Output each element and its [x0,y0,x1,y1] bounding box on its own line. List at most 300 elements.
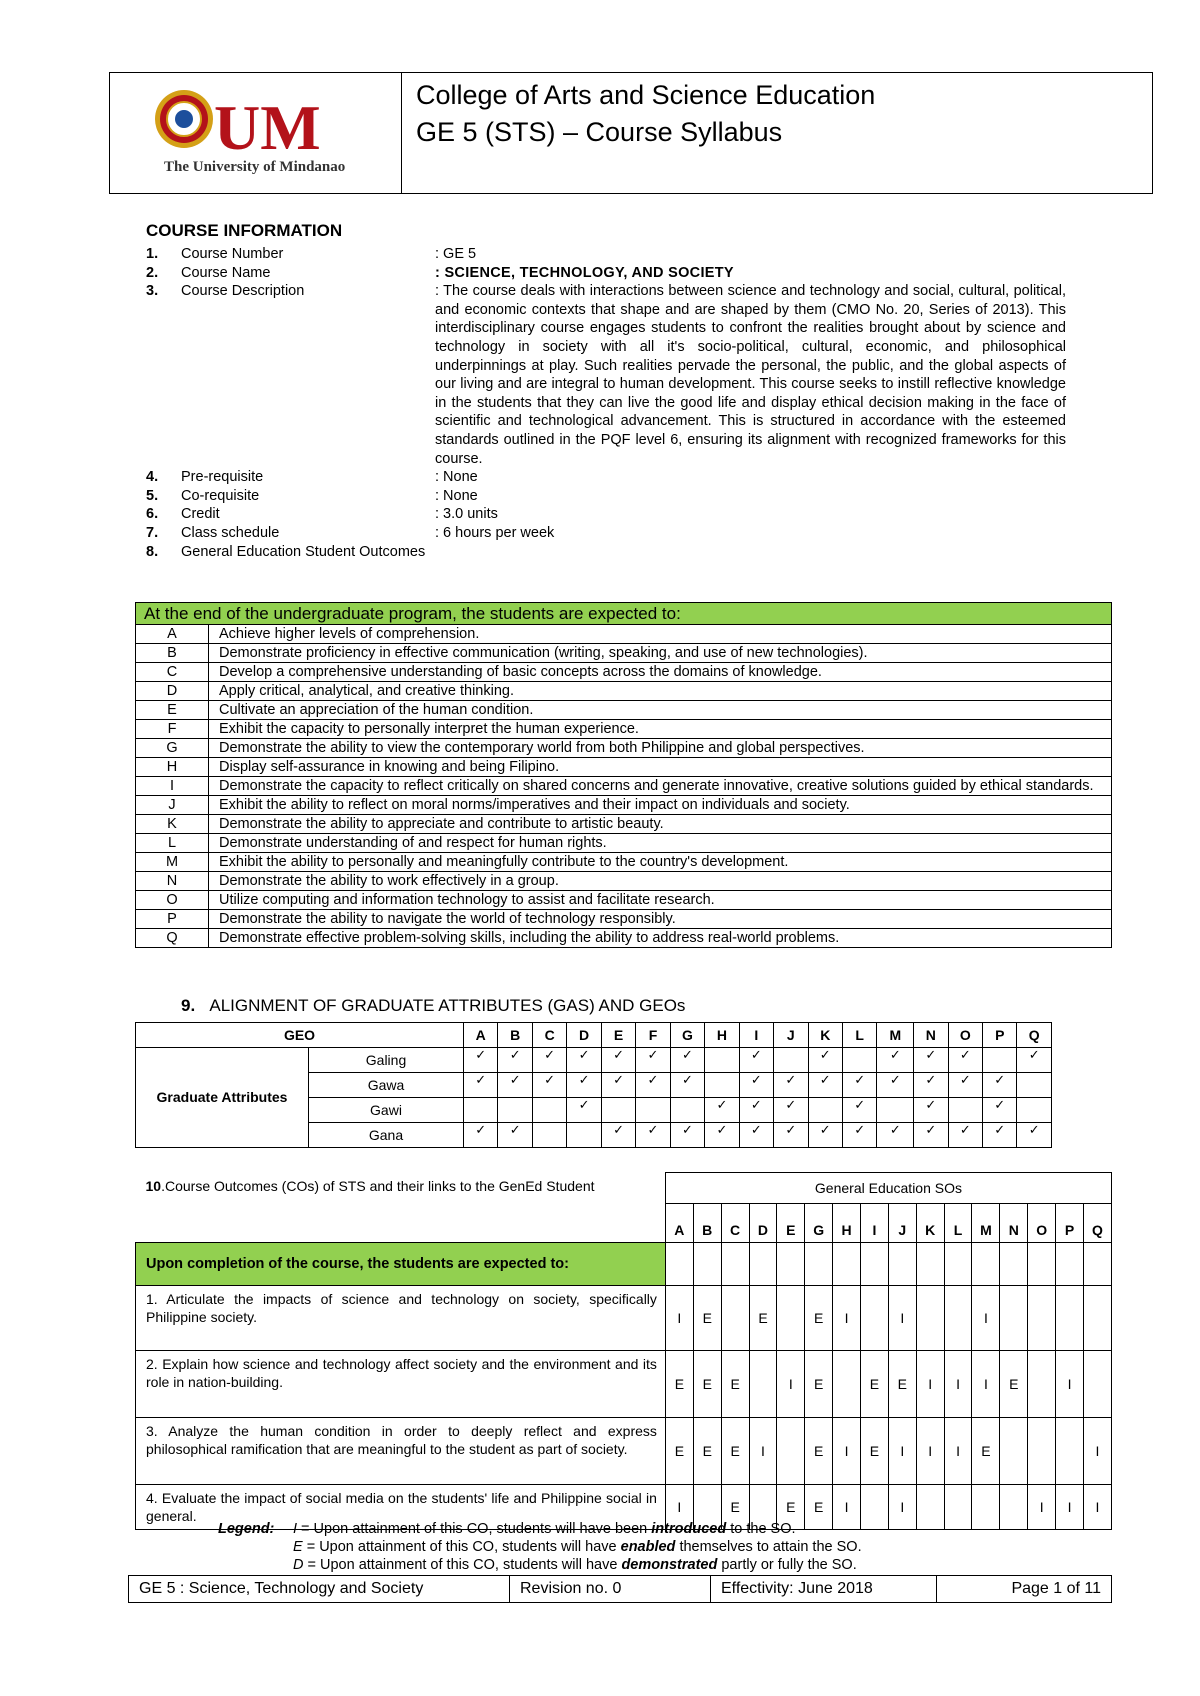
attribute-name: Gawi [309,1098,464,1123]
geo-column-header: D [567,1023,601,1048]
empty-cell [833,1243,861,1286]
check-icon: ✓ [567,1073,601,1098]
so-column-header: Q [1083,1204,1111,1243]
check-icon: ✓ [1017,1123,1052,1148]
mapping-cell: E [972,1418,1000,1485]
logo-cell [110,73,402,193]
outcome-letter: B [136,644,209,663]
mapping-cell: I [777,1351,805,1418]
outcome-row [136,796,1112,815]
so-column-header: L [944,1204,972,1243]
mapping-cell: E [805,1485,833,1530]
geo-column-header: F [636,1023,670,1048]
graduate-attributes-label: Graduate Attributes [136,1048,309,1148]
mapping-cell [1056,1286,1084,1351]
mapping-cell [1028,1351,1056,1418]
mapping-cell [1000,1485,1028,1530]
mapping-cell: I [888,1485,916,1530]
empty-cell [983,1048,1017,1073]
check-icon: ✓ [532,1048,566,1073]
mapping-cell [861,1485,889,1530]
check-icon: ✓ [808,1123,842,1148]
item-value: : GE 5 [435,246,477,262]
mapping-cell: I [749,1418,777,1485]
check-icon: ✓ [636,1048,670,1073]
check-icon: ✓ [948,1073,982,1098]
course-info-row [146,282,1066,468]
geo-column-header: E [601,1023,635,1048]
empty-cell [601,1098,635,1123]
empty-cell [1017,1098,1052,1123]
empty-cell [705,1073,739,1098]
mapping-cell: I [833,1418,861,1485]
outcome-row [136,701,1112,720]
check-icon: ✓ [914,1073,948,1098]
empty-cell [1083,1243,1111,1286]
outcome-text: Demonstrate the ability to work effectively in a group. [209,872,1112,891]
outcome-text: Demonstrate the ability to view the contemporary world from both Philippine and global perspectives. [209,739,1112,758]
course-info-row [146,468,1066,487]
outcome-row [136,739,1112,758]
course-info-row [146,524,1066,543]
so-column-header: A [665,1204,693,1243]
check-icon: ✓ [774,1098,808,1123]
mapping-cell [861,1286,889,1351]
mapping-cell: I [1083,1418,1111,1485]
geo-column-header: A [464,1023,498,1048]
empty-cell [805,1243,833,1286]
course-outcome-row [136,1418,1112,1485]
outcome-text: Display self-assurance in knowing and being Filipino. [209,758,1112,777]
outcome-row [136,625,1112,644]
gened-so-header: General Education SOs [665,1173,1111,1204]
legend-line: D = Upon attainment of this CO, students will have demonstrated partly or fully the SO. [293,1557,857,1573]
footer-revision: Revision no. 0 [510,1576,711,1603]
geo-column-header: M [877,1023,914,1048]
university-logo [110,73,402,191]
mapping-cell: E [805,1286,833,1351]
item-label: Course Name [181,264,271,281]
check-icon: ✓ [636,1123,670,1148]
outcome-text: Demonstrate understanding of and respect for human rights. [209,834,1112,853]
student-outcomes-table [135,602,1112,948]
outcome-row [136,929,1112,948]
geo-column-header: B [498,1023,532,1048]
outcome-text: Exhibit the ability to reflect on moral norms/imperatives and their impact on individuals and society. [209,796,1112,815]
header [109,72,1153,194]
empty-cell [916,1243,944,1286]
mapping-cell: E [721,1418,749,1485]
outcome-letter: G [136,739,209,758]
check-icon: ✓ [739,1073,773,1098]
course-outcome-row [136,1286,1112,1351]
mapping-cell: E [749,1286,777,1351]
item-value: : 3.0 units [435,506,498,523]
outcome-letter: P [136,910,209,929]
legend-key: E [293,1539,303,1555]
mapping-cell: I [665,1485,693,1530]
empty-cell [1017,1073,1052,1098]
course-outcome-row [136,1351,1112,1418]
course-outcomes-table [135,1172,1112,1530]
course-information [146,221,1066,561]
course-outcome-text: 3. Analyze the human condition in order to deeply reflect and express philosophical ramification that are meaningful to the student as part of society. [136,1418,666,1485]
outcome-row [136,853,1112,872]
outcome-letter: F [136,720,209,739]
outcome-text: Demonstrate the ability to appreciate and contribute to artistic beauty. [209,815,1112,834]
mapping-cell: I [1083,1485,1111,1530]
check-icon: ✓ [601,1123,635,1148]
check-icon: ✓ [914,1123,948,1148]
check-icon: ✓ [842,1098,876,1123]
mapping-cell [1083,1351,1111,1418]
empty-cell [532,1098,566,1123]
check-icon: ✓ [739,1123,773,1148]
so-column-header: H [833,1204,861,1243]
mapping-cell [944,1286,972,1351]
course-info-row [146,505,1066,524]
outcome-letter: I [136,777,209,796]
outcome-text: Demonstrate proficiency in effective communication (writing, speaking, and use of new technologies). [209,644,1112,663]
logo-text: UM [214,92,321,163]
footer-effectivity: Effectivity: June 2018 [711,1576,937,1603]
course-outcomes-intro: 10.Course Outcomes (COs) of STS and their links to the GenEd Student [136,1173,666,1243]
empty-cell [705,1048,739,1073]
course-outcome-text: 4. Evaluate the impact of social media on the students' life and Philippine social in general. [136,1485,666,1530]
check-icon: ✓ [774,1123,808,1148]
mapping-cell [1028,1418,1056,1485]
item-label: Co-requisite [181,487,260,504]
check-icon: ✓ [842,1123,876,1148]
mapping-cell: I [833,1286,861,1351]
attribute-name: Gana [309,1123,464,1148]
mapping-cell: E [861,1351,889,1418]
empty-cell [944,1243,972,1286]
empty-cell [774,1048,808,1073]
item-number: 4. [146,469,159,486]
check-icon: ✓ [498,1048,532,1073]
mapping-cell: I [972,1286,1000,1351]
geo-label: GEO [136,1023,464,1048]
check-icon: ✓ [464,1048,498,1073]
mapping-cell [777,1286,805,1351]
mapping-cell [1056,1418,1084,1485]
mapping-cell: E [777,1485,805,1530]
item-value: : SCIENCE, TECHNOLOGY, AND SOCIETY [435,264,734,281]
mapping-cell: I [665,1286,693,1351]
legend-line: Legend: I = Upon attainment of this CO, students will have been introduced to the SO. [218,1521,796,1537]
outcome-text: Achieve higher levels of comprehension. [209,625,1112,644]
so-column-header: J [888,1204,916,1243]
outcome-row [136,834,1112,853]
empty-cell [693,1243,721,1286]
check-icon: ✓ [983,1123,1017,1148]
empty-cell [567,1123,601,1148]
upon-completion-label: Upon completion of the course, the students are expected to: [136,1243,666,1286]
so-column-header: E [777,1204,805,1243]
empty-cell [877,1098,914,1123]
mapping-cell: I [944,1418,972,1485]
check-icon: ✓ [983,1098,1017,1123]
check-icon: ✓ [774,1073,808,1098]
empty-cell [464,1098,498,1123]
empty-cell [777,1243,805,1286]
geo-column-header: H [705,1023,739,1048]
mapping-cell [777,1418,805,1485]
outcome-letter: H [136,758,209,777]
item-number: 2. [146,264,159,281]
co-header-row [136,1173,1112,1204]
check-icon: ✓ [983,1073,1017,1098]
empty-cell [888,1243,916,1286]
mapping-cell: E [693,1286,721,1351]
item-number: 5. [146,487,159,504]
mapping-cell: I [888,1418,916,1485]
check-icon: ✓ [636,1073,670,1098]
course-info-row [146,543,1066,562]
item-value: : None [435,469,478,486]
outcome-row [136,777,1112,796]
check-icon: ✓ [705,1123,739,1148]
mapping-cell [916,1485,944,1530]
outcome-text: Exhibit the capacity to personally interpret the human experience. [209,720,1112,739]
check-icon: ✓ [670,1073,704,1098]
empty-cell [1028,1243,1056,1286]
mapping-cell [721,1286,749,1351]
footer-page: Page 1 of 11 [937,1576,1112,1603]
item-label: Credit [181,506,220,523]
so-column-header: N [1000,1204,1028,1243]
course-info-heading: COURSE INFORMATION [146,221,343,240]
so-column-header: B [693,1204,721,1243]
college-title: College of Arts and Science Education [416,80,876,110]
check-icon: ✓ [914,1098,948,1123]
outcome-letter: K [136,815,209,834]
outcome-letter: M [136,853,209,872]
attribute-name: Galing [309,1048,464,1073]
check-icon: ✓ [877,1123,914,1148]
mapping-cell: E [693,1351,721,1418]
outcome-text: Develop a comprehensive understanding of basic concepts across the domains of knowledge. [209,663,1112,682]
item-number: 1. [146,246,159,262]
mapping-cell: E [1000,1351,1028,1418]
legend-key: D [293,1557,304,1573]
outcome-letter: E [136,701,209,720]
course-title: GE 5 (STS) – Course Syllabus [416,117,783,147]
empty-cell [1000,1243,1028,1286]
item-value: : None [435,487,478,504]
mapping-cell [1028,1286,1056,1351]
empty-cell [670,1098,704,1123]
empty-cell [861,1243,889,1286]
mapping-cell [749,1351,777,1418]
item-value: : 6 hours per week [435,524,555,541]
geo-column-header: C [532,1023,566,1048]
so-column-header: P [1056,1204,1084,1243]
empty-cell [749,1243,777,1286]
footer-course: GE 5 : Science, Technology and Society [129,1576,510,1603]
outcome-row [136,644,1112,663]
geo-column-header: G [670,1023,704,1048]
check-icon: ✓ [464,1073,498,1098]
check-icon: ✓ [705,1098,739,1123]
mapping-cell: I [916,1351,944,1418]
mapping-cell: E [693,1418,721,1485]
course-info-row [146,487,1066,506]
outcome-row [136,872,1112,891]
mapping-cell: E [721,1485,749,1530]
empty-cell [948,1098,982,1123]
outcome-letter: J [136,796,209,815]
check-icon: ✓ [601,1048,635,1073]
mapping-cell: E [861,1418,889,1485]
empty-cell [842,1048,876,1073]
mapping-cell [916,1286,944,1351]
empty-cell [808,1098,842,1123]
empty-cell [636,1098,670,1123]
check-icon: ✓ [739,1048,773,1073]
outcome-text: Cultivate an appreciation of the human condition. [209,701,1112,720]
item-number: 6. [146,506,159,523]
check-icon: ✓ [601,1073,635,1098]
mapping-cell: E [805,1351,833,1418]
geo-column-header: I [739,1023,773,1048]
item-label: Course Number [181,246,284,262]
legend-title: Legend: [218,1521,275,1537]
empty-cell [532,1123,566,1148]
so-column-header: G [805,1204,833,1243]
so-column-header: O [1028,1204,1056,1243]
mapping-cell: I [888,1286,916,1351]
geo-column-header: N [914,1023,948,1048]
mapping-cell: E [665,1418,693,1485]
mapping-cell: I [1056,1485,1084,1530]
so-column-header: C [721,1204,749,1243]
course-info-row [146,245,1066,264]
logo-subtitle: The University of Mindanao [164,159,346,175]
section-9-title: 9. ALIGNMENT OF GRADUATE ATTRIBUTES (GAS) AND GEOs [181,996,686,1015]
check-icon: ✓ [567,1048,601,1073]
outcome-row [136,815,1112,834]
legend-line: E = Upon attainment of this CO, students will have enabled themselves to attain the SO. [293,1539,862,1555]
outcome-row [136,891,1112,910]
outcome-letter: Q [136,929,209,948]
mapping-cell: I [916,1418,944,1485]
mapping-cell: I [833,1485,861,1530]
course-outcome-text: 2. Explain how science and technology affect society and the environment and its role in nation-building. [136,1351,666,1418]
outcome-letter: N [136,872,209,891]
mapping-cell [944,1485,972,1530]
outcome-letter: O [136,891,209,910]
course-outcome-text: 1. Articulate the impacts of science and technology on society, specifically Philippine society. [136,1286,666,1351]
course-info-row [146,264,1066,283]
outcome-row [136,758,1112,777]
mapping-cell: E [805,1418,833,1485]
geo-column-header: P [983,1023,1017,1048]
legend-key: I [293,1521,298,1537]
attribute-name: Gawa [309,1073,464,1098]
mapping-cell: E [721,1351,749,1418]
so-column-header: K [916,1204,944,1243]
mapping-cell [1083,1286,1111,1351]
outcome-letter: L [136,834,209,853]
empty-cell [721,1243,749,1286]
outcome-row [136,720,1112,739]
check-icon: ✓ [670,1123,704,1148]
empty-cell [1056,1243,1084,1286]
check-icon: ✓ [808,1073,842,1098]
mapping-cell: I [1056,1351,1084,1418]
check-icon: ✓ [670,1048,704,1073]
item-number: 8. [146,543,159,560]
check-icon: ✓ [808,1048,842,1073]
outcome-row [136,663,1112,682]
item-label: Pre-requisite [181,469,264,486]
check-icon: ✓ [739,1098,773,1123]
outcome-letter: C [136,663,209,682]
item-label: Class schedule [181,524,280,541]
outcome-text: Apply critical, analytical, and creative thinking. [209,682,1112,701]
item-number: 7. [146,524,159,541]
mapping-cell: I [972,1351,1000,1418]
mapping-cell: I [1028,1485,1056,1530]
legend-emphasis: enabled [620,1539,676,1555]
empty-cell [972,1243,1000,1286]
check-icon: ✓ [1017,1048,1052,1073]
check-icon: ✓ [498,1073,532,1098]
check-icon: ✓ [914,1048,948,1073]
empty-cell [498,1098,532,1123]
geo-column-header: K [808,1023,842,1048]
outcome-row [136,910,1112,929]
item-value [435,543,1066,562]
legend-emphasis: introduced [651,1521,727,1537]
item-label: General Education Student Outcomes [181,543,426,560]
check-icon: ✓ [464,1123,498,1148]
seal-icon [155,90,213,148]
footer [128,1575,1112,1603]
check-icon: ✓ [567,1098,601,1123]
mapping-cell [972,1485,1000,1530]
outcomes-header: At the end of the undergraduate program, the students are expected to: [136,603,1112,625]
mapping-cell [1000,1418,1028,1485]
mapping-cell: E [665,1351,693,1418]
geo-column-header: L [842,1023,876,1048]
check-icon: ✓ [877,1073,914,1098]
geo-column-header: J [774,1023,808,1048]
legend-emphasis: demonstrated [621,1557,718,1573]
check-icon: ✓ [948,1123,982,1148]
outcome-row [136,682,1112,701]
outcome-text: Demonstrate the capacity to reflect critically on shared concerns and generate innovative, creative solutions guided by ethical standards. [209,777,1112,796]
outcome-text: Exhibit the ability to personally and meaningfully contribute to the country's development. [209,853,1112,872]
mapping-cell: I [944,1351,972,1418]
check-icon: ✓ [842,1073,876,1098]
outcome-text: Utilize computing and information technology to assist and facilitate research. [209,891,1112,910]
mapping-cell [1000,1286,1028,1351]
geo-column-header: O [948,1023,982,1048]
graduate-attributes-table [135,1022,1052,1148]
so-column-header: D [749,1204,777,1243]
check-icon: ✓ [877,1048,914,1073]
item-number: 3. [146,283,159,300]
item-label: Course Description [181,283,305,300]
legend [218,1520,862,1574]
mapping-cell [833,1351,861,1418]
check-icon: ✓ [948,1048,982,1073]
outcome-text: Demonstrate the ability to navigate the world of technology responsibly. [209,910,1112,929]
check-icon: ✓ [532,1073,566,1098]
